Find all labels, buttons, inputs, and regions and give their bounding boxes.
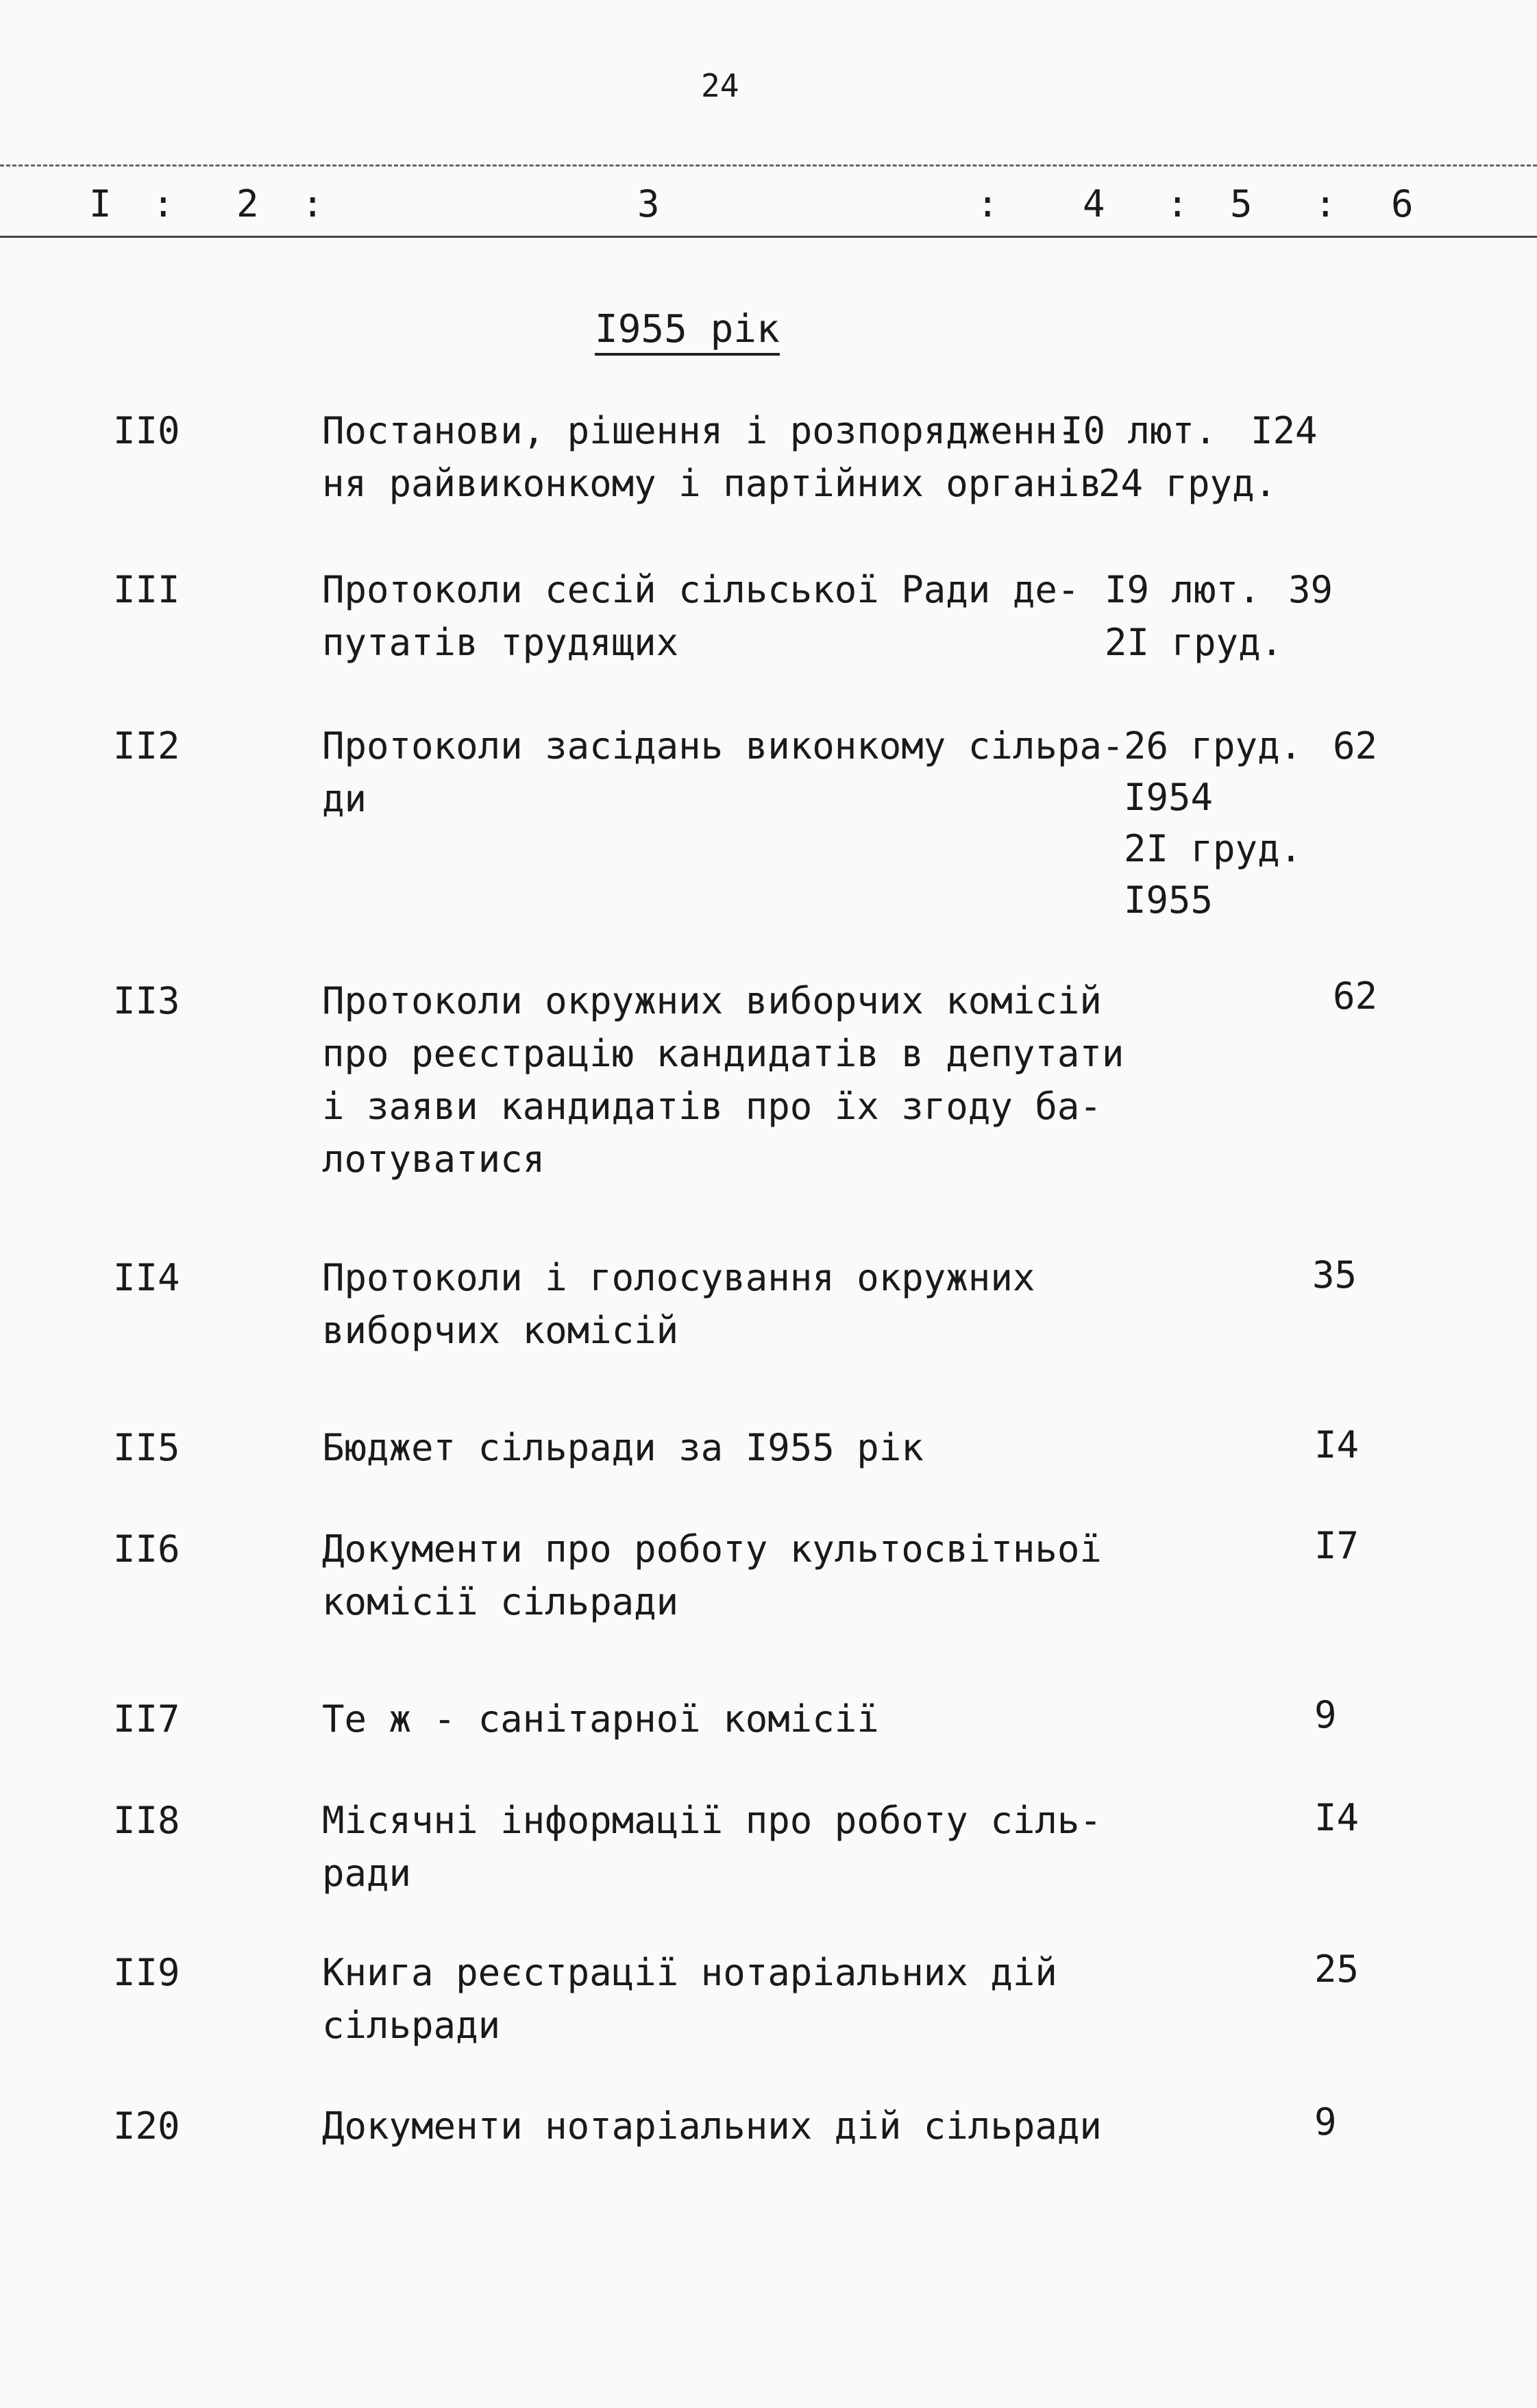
row-title-line: Протоколи сесій сільської Ради де- <box>322 568 1080 611</box>
row-title-line: ня райвиконкому і партійних органів <box>322 462 1102 505</box>
row-date-line: I9 лют. <box>1105 568 1261 611</box>
row-number: III <box>113 568 180 611</box>
header-rule-top <box>0 164 1537 167</box>
column-header-sep: : <box>1166 182 1189 225</box>
header-rule-bottom <box>0 236 1537 238</box>
row-number: II7 <box>113 1697 180 1741</box>
row-number: II5 <box>113 1426 180 1469</box>
row-title-line: Книга реєстрації нотаріальних дій <box>322 1951 1057 1994</box>
row-title-line: і заяви кандидатів про їх згоду ба- <box>322 1085 1102 1128</box>
row-sheets: 35 <box>1312 1253 1357 1297</box>
row-title-line: Місячні інформації про роботу сіль- <box>322 1799 1102 1842</box>
row-sheets: I7 <box>1314 1524 1360 1567</box>
row-title-line: сільради <box>322 2004 501 2047</box>
row-sheets: 9 <box>1314 2100 1337 2143</box>
row-title-line: путатів трудящих <box>322 621 679 664</box>
row-title-line: Документи про роботу культосвітньої <box>322 1527 1102 1571</box>
row-title-line: лотуватися <box>322 1138 545 1181</box>
row-number: II2 <box>113 724 180 767</box>
row-number: II3 <box>113 979 180 1022</box>
row-date-line: I0 лют. <box>1061 409 1217 452</box>
column-header-5: 5 <box>1230 182 1253 225</box>
column-header-4: 4 <box>1083 182 1105 225</box>
row-title-line: ди <box>322 777 367 820</box>
column-header-sep: : <box>152 182 175 225</box>
row-sheets: 9 <box>1314 1693 1337 1736</box>
row-title-line: ради <box>322 1852 412 1895</box>
row-title-line: про реєстрацію кандидатів в депутати <box>322 1032 1124 1075</box>
column-header-3: 3 <box>637 182 660 225</box>
row-date-line: I955 <box>1124 879 1214 922</box>
row-number: II9 <box>113 1951 180 1994</box>
row-title-line: Протоколи окружних виборчих комісій <box>322 979 1102 1022</box>
row-number: II6 <box>113 1527 180 1571</box>
row-sheets: I4 <box>1314 1796 1360 1839</box>
row-title-line: Постанови, рішення і розпорядженн- <box>322 409 1080 452</box>
column-header-sep: : <box>976 182 999 225</box>
row-date-line: I954 <box>1124 776 1214 819</box>
row-sheets: 25 <box>1314 1948 1360 1991</box>
row-date-line: 26 груд. <box>1124 724 1303 767</box>
column-header-sep: : <box>302 182 324 225</box>
row-sheets: I24 <box>1251 409 1318 452</box>
row-number: II0 <box>113 409 180 452</box>
row-title-line: Те ж - санітарної комісії <box>322 1697 879 1741</box>
row-sheets: 39 <box>1288 568 1333 611</box>
page-number: 24 <box>701 67 739 104</box>
row-sheets: 62 <box>1333 974 1378 1018</box>
row-sheets: I4 <box>1314 1423 1360 1466</box>
row-title-line: Протоколи і голосування окружних <box>322 1256 1035 1299</box>
row-number: II8 <box>113 1799 180 1842</box>
row-title-line: комісії сільради <box>322 1580 679 1623</box>
column-header-1: I <box>89 182 112 225</box>
row-title-line: Документи нотаріальних дій сільради <box>322 2104 1102 2148</box>
column-header-sep: : <box>1314 182 1337 225</box>
row-title-line: виборчих комісій <box>322 1309 679 1352</box>
row-title-line: Протоколи засідань виконкому сільра- <box>322 724 1124 767</box>
row-title-line: Бюджет сільради за I955 рік <box>322 1426 924 1469</box>
column-header-6: 6 <box>1391 182 1414 225</box>
row-number: I20 <box>113 2104 180 2148</box>
row-date-line: 24 груд. <box>1098 462 1277 505</box>
column-header-2: 2 <box>236 182 259 225</box>
section-year-heading: I955 рік <box>595 307 780 356</box>
row-date-line: 2I груд. <box>1124 827 1303 870</box>
row-number: II4 <box>113 1256 180 1299</box>
row-date-line: 2I груд. <box>1105 621 1283 664</box>
row-sheets: 62 <box>1333 724 1378 767</box>
